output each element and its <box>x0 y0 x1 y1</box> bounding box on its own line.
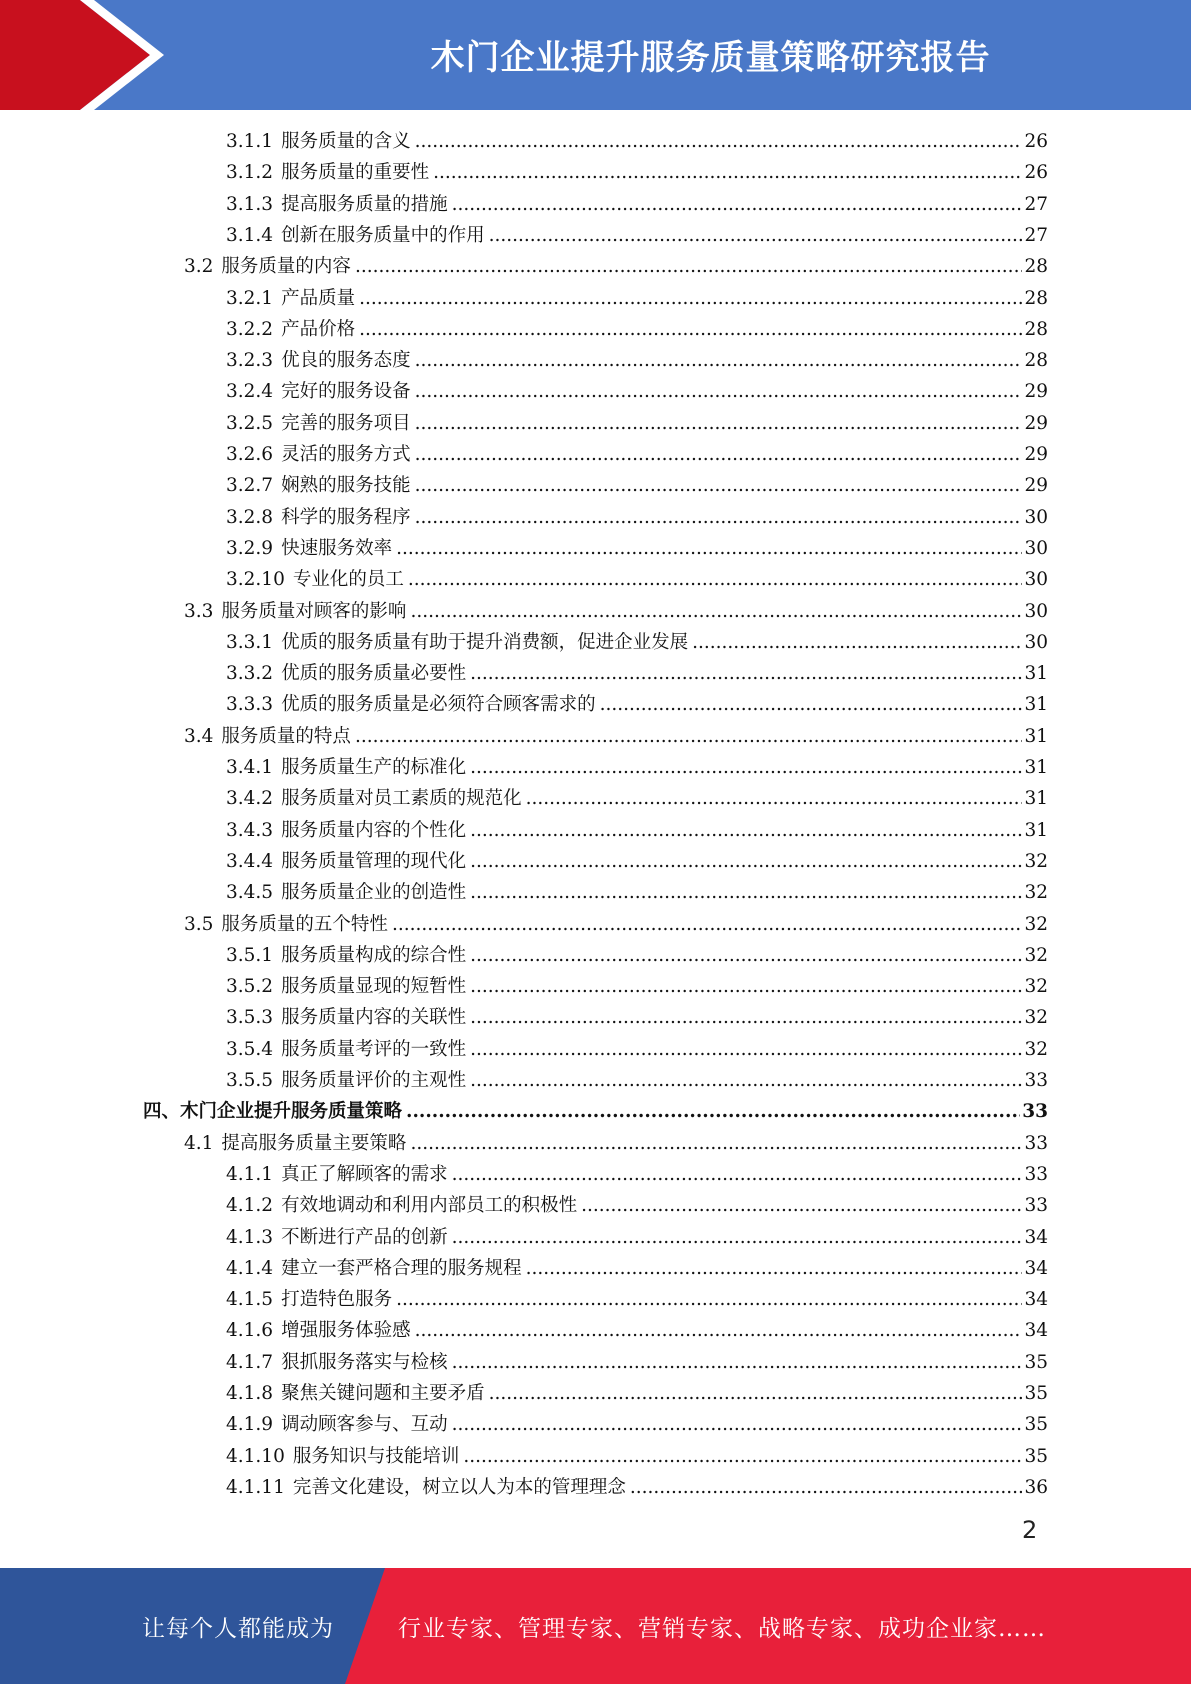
toc-entry-number: 3.5.3 <box>226 1007 274 1029</box>
toc-entry-title: 服务质量的特点 <box>221 725 351 747</box>
toc-entry-title: 不断进行产品的创新 <box>281 1226 448 1248</box>
toc-leader-dots <box>433 157 1022 188</box>
toc-entry-page: 31 <box>1024 694 1048 716</box>
toc-entry[interactable] <box>226 752 1048 783</box>
toc-entry[interactable] <box>226 846 1048 877</box>
toc-entry-page: 33 <box>1024 1070 1048 1091</box>
toc-leader-dots <box>406 1096 1020 1127</box>
toc-leader-dots <box>415 345 1023 376</box>
toc-entry-title: 狠抓服务落实与检核 <box>281 1351 448 1373</box>
toc-entry-title: 产品质量 <box>281 287 356 309</box>
toc-leader-dots <box>489 220 1023 251</box>
page-footer <box>0 1568 1191 1684</box>
toc-entry[interactable] <box>226 345 1048 376</box>
toc-entry-page: 30 <box>1024 631 1048 653</box>
toc-entry-page: 30 <box>1024 537 1048 559</box>
toc-entry-page: 35 <box>1024 1351 1048 1373</box>
toc-entry-page: 26 <box>1024 131 1048 152</box>
toc-entry-page: 32 <box>1024 882 1048 904</box>
toc-entry-number: 3.3.2 <box>226 663 274 685</box>
toc-entry-page: 31 <box>1024 819 1048 841</box>
toc-entry-page: 34 <box>1024 1320 1048 1342</box>
toc-leader-dots <box>392 909 1023 940</box>
toc-leader-dots <box>452 1409 1023 1440</box>
toc-entry-number: 3.4 <box>184 725 214 747</box>
toc-entry-page: 32 <box>1024 976 1048 998</box>
toc-entry-number: 4.1.2 <box>226 1195 274 1217</box>
toc-entry-page: 34 <box>1024 1257 1048 1279</box>
toc-entry[interactable] <box>226 658 1048 689</box>
toc-entry-number: 4.1.5 <box>226 1289 274 1311</box>
toc-entry[interactable] <box>226 502 1048 533</box>
toc-entry-page: 32 <box>1024 944 1048 966</box>
toc-entry-number: 4.1.11 <box>226 1476 285 1498</box>
toc-entry-page: 34 <box>1024 1289 1048 1311</box>
toc-entry-number: 3.2.2 <box>226 318 274 340</box>
toc-leader-dots <box>470 815 1022 846</box>
toc-leader-dots <box>581 1190 1022 1221</box>
toc-entry-page: 32 <box>1024 1007 1048 1029</box>
toc-entry-number: 4.1.8 <box>226 1383 274 1404</box>
toc-leader-dots <box>470 877 1022 908</box>
toc-entry[interactable] <box>226 1065 1048 1096</box>
toc-entry-title: 服务质量的内容 <box>221 256 351 278</box>
toc-entry-page: 27 <box>1024 224 1048 246</box>
toc-entry[interactable] <box>226 1472 1048 1503</box>
toc-entry-title: 快速服务效率 <box>281 537 393 559</box>
toc-entry-title: 完善的服务项目 <box>281 412 411 434</box>
toc-entry-number: 3.4.1 <box>226 757 274 778</box>
footer-slogan-right: 行业专家、管理专家、营销专家、战略专家、成功企业家…… <box>398 1615 1046 1642</box>
toc-leader-dots <box>452 1159 1023 1190</box>
toc-entry-number: 3.5.5 <box>226 1070 274 1091</box>
toc-entry-number: 3.2.10 <box>226 569 285 591</box>
toc-entry-number: 4.1.9 <box>226 1414 274 1436</box>
toc-entry-number: 4.1.1 <box>226 1163 274 1185</box>
toc-entry-number: 3.4.2 <box>226 788 274 810</box>
toc-leader-dots <box>355 251 1023 282</box>
toc-entry-page: 33 <box>1022 1101 1048 1123</box>
toc-leader-dots <box>470 846 1022 877</box>
toc-entry[interactable] <box>184 596 1048 627</box>
toc-entry-page: 28 <box>1024 350 1048 372</box>
toc-entry-title: 服务质量考评的一致性 <box>281 1038 467 1060</box>
toc-leader-dots <box>470 658 1022 689</box>
toc-entry[interactable] <box>226 1441 1048 1472</box>
toc-entry-number: 3.1.1 <box>226 131 274 152</box>
toc-leader-dots <box>396 1284 1022 1315</box>
toc-entry-number: 3.4.4 <box>226 850 274 872</box>
page-number: 2 <box>1022 1516 1038 1544</box>
toc-entry-number: 3.3 <box>184 600 214 622</box>
toc-entry[interactable] <box>184 1128 1048 1159</box>
toc-entry-number: 3.2.8 <box>226 506 274 528</box>
toc-entry-page: 33 <box>1024 1195 1048 1217</box>
toc-leader-dots <box>470 752 1022 783</box>
toc-entry-title: 完善文化建设，树立以人为本的管理理念 <box>292 1476 626 1498</box>
toc-entry-title: 服务质量的含义 <box>281 131 411 152</box>
toc-entry[interactable] <box>226 283 1048 314</box>
toc-leader-dots <box>415 1315 1023 1346</box>
toc-entry-title: 服务质量评价的主观性 <box>281 1070 467 1091</box>
toc-entry[interactable] <box>226 1378 1048 1409</box>
toc-entry[interactable] <box>184 251 1048 282</box>
toc-entry-title: 增强服务体验感 <box>281 1320 411 1342</box>
toc-entry[interactable] <box>226 1409 1048 1440</box>
toc-leader-dots <box>415 470 1023 501</box>
red-chevron-shape <box>0 0 150 110</box>
toc-entry[interactable] <box>226 408 1048 439</box>
toc-entry-page: 29 <box>1024 381 1048 403</box>
toc-entry-title: 产品价格 <box>281 318 356 340</box>
toc-leader-dots <box>526 783 1023 814</box>
toc-entry-title: 提高服务质量主要策略 <box>221 1132 407 1154</box>
toc-leader-dots <box>463 1441 1022 1472</box>
toc-leader-dots <box>470 971 1022 1002</box>
toc-entry-page: 31 <box>1024 663 1048 685</box>
toc-entry-page: 29 <box>1024 412 1048 434</box>
toc-entry-number: 3.1.2 <box>226 162 274 184</box>
toc-entry[interactable] <box>143 1096 1048 1127</box>
toc-entry-title: 专业化的员工 <box>292 569 404 591</box>
toc-entry-title: 灵活的服务方式 <box>281 444 411 465</box>
toc-entry-number: 3.2.6 <box>226 444 274 465</box>
toc-entry[interactable] <box>184 909 1048 940</box>
toc-entry-number: 3.2.3 <box>226 350 274 372</box>
toc-entry-page: 32 <box>1024 1038 1048 1060</box>
toc-entry-title: 优良的服务态度 <box>281 350 411 372</box>
toc-entry-title: 服务质量内容的关联性 <box>281 1007 467 1029</box>
toc-entry-number: 4.1.7 <box>226 1351 274 1373</box>
toc-entry[interactable] <box>226 783 1048 814</box>
toc-leader-dots <box>359 283 1022 314</box>
toc-entry[interactable] <box>226 220 1048 251</box>
toc-entry-page: 31 <box>1024 725 1048 747</box>
toc-leader-dots <box>396 533 1022 564</box>
header-chevron-graphic <box>0 0 240 110</box>
toc-entry-title: 服务质量企业的创造性 <box>281 882 467 904</box>
toc-entry-number: 4.1 <box>184 1132 214 1154</box>
toc-entry-title: 有效地调动和利用内部员工的积极性 <box>281 1195 578 1217</box>
document-title: 木门企业提升服务质量策略研究报告 <box>430 37 991 78</box>
toc-entry[interactable] <box>226 1159 1048 1190</box>
toc-entry[interactable] <box>226 815 1048 846</box>
toc-leader-dots <box>470 1002 1022 1033</box>
toc-entry-title: 服务质量内容的个性化 <box>281 819 467 841</box>
toc-entry[interactable] <box>226 439 1048 470</box>
toc-leader-dots <box>415 502 1023 533</box>
toc-entry-title: 完好的服务设备 <box>281 381 411 403</box>
toc-entry-title: 创新在服务质量中的作用 <box>281 224 485 246</box>
toc-entry-page: 35 <box>1024 1383 1048 1404</box>
toc-leader-dots <box>452 1222 1023 1253</box>
toc-leader-dots <box>526 1253 1023 1284</box>
toc-leader-dots <box>470 940 1022 971</box>
toc-entry-number: 3.2.9 <box>226 537 274 559</box>
toc-entry-page: 33 <box>1024 1132 1048 1154</box>
toc-leader-dots <box>410 596 1022 627</box>
toc-leader-dots <box>359 314 1022 345</box>
toc-leader-dots <box>415 126 1023 157</box>
toc-entry[interactable] <box>226 1315 1048 1346</box>
toc-entry[interactable] <box>226 1284 1048 1315</box>
footer-slogan-left: 让每个人都能成为 <box>142 1615 334 1642</box>
toc-leader-dots <box>355 721 1023 752</box>
toc-entry-number: 3.5.2 <box>226 976 274 998</box>
toc-entry-number: 3.5 <box>184 913 214 935</box>
toc-entry-page: 29 <box>1024 475 1048 497</box>
toc-entry-page: 35 <box>1024 1445 1048 1467</box>
toc-leader-dots <box>415 408 1023 439</box>
toc-entry-title: 科学的服务程序 <box>281 506 411 528</box>
toc-entry[interactable] <box>226 564 1048 595</box>
toc-entry-title: 优质的服务质量是必须符合顾客需求的 <box>281 694 596 716</box>
toc-entry[interactable] <box>226 689 1048 720</box>
toc-entry-title: 服务质量对顾客的影响 <box>221 600 407 622</box>
toc-entry-page: 32 <box>1024 913 1048 935</box>
toc-entry-title: 服务质量对员工素质的规范化 <box>281 788 522 810</box>
toc-entry[interactable] <box>226 126 1048 157</box>
toc-entry-page: 27 <box>1024 193 1048 215</box>
toc-entry[interactable] <box>226 157 1048 188</box>
toc-entry-number: 3.1.4 <box>226 224 274 246</box>
toc-entry-page: 32 <box>1024 850 1048 872</box>
toc-entry[interactable] <box>226 189 1048 220</box>
toc-entry-title: 真正了解顾客的需求 <box>281 1163 448 1185</box>
toc-entry-title: 优质的服务质量有助于提升消费额，促进企业发展 <box>281 631 689 653</box>
toc-entry[interactable] <box>226 877 1048 908</box>
toc-entry[interactable] <box>226 314 1048 345</box>
toc-entry-number: 3.2.5 <box>226 412 274 434</box>
toc-entry-title: 服务质量的五个特性 <box>221 913 388 935</box>
toc-entry-page: 33 <box>1024 1163 1048 1185</box>
toc-entry[interactable] <box>226 470 1048 501</box>
toc-entry-number: 3.2.1 <box>226 287 274 309</box>
toc-leader-dots <box>470 1065 1022 1096</box>
toc-entry-number: 3.3.3 <box>226 694 274 716</box>
toc-entry[interactable] <box>226 940 1048 971</box>
toc-entry-page: 34 <box>1024 1226 1048 1248</box>
toc-entry[interactable] <box>226 1002 1048 1033</box>
toc-leader-dots <box>410 1128 1022 1159</box>
toc-entry[interactable] <box>226 971 1048 1002</box>
toc-entry-number: 3.2.4 <box>226 381 274 403</box>
toc-entry-page: 28 <box>1024 318 1048 340</box>
toc-entry-number: 3.1.3 <box>226 193 274 215</box>
toc-entry-number: 3.3.1 <box>226 631 274 653</box>
toc-entry[interactable] <box>184 721 1048 752</box>
toc-entry-page: 28 <box>1024 256 1048 278</box>
toc-entry-title: 服务质量生产的标准化 <box>281 757 467 778</box>
toc-entry-page: 26 <box>1024 162 1048 184</box>
toc-entry-title: 娴熟的服务技能 <box>281 475 411 497</box>
toc-entry-number: 3.4.3 <box>226 819 274 841</box>
toc-entry-title: 服务质量管理的现代化 <box>281 850 467 872</box>
toc-entry-title: 优质的服务质量必要性 <box>281 663 467 685</box>
toc-entry-number: 3.5.1 <box>226 944 274 966</box>
toc-entry[interactable] <box>226 1253 1048 1284</box>
toc-entry-page: 36 <box>1024 1476 1048 1498</box>
toc-entry[interactable] <box>226 1190 1048 1221</box>
toc-entry-page: 30 <box>1024 600 1048 622</box>
toc-entry[interactable] <box>226 1222 1048 1253</box>
toc-leader-dots <box>470 1034 1022 1065</box>
toc-entry-page: 35 <box>1024 1414 1048 1436</box>
toc-entry-number: 3.4.5 <box>226 882 274 904</box>
toc-leader-dots <box>415 376 1023 407</box>
toc-leader-dots <box>452 189 1023 220</box>
toc-entry-title: 服务知识与技能培训 <box>292 1445 460 1467</box>
toc-leader-dots <box>408 564 1023 595</box>
toc-entry[interactable] <box>226 1034 1048 1065</box>
toc-entry-page: 30 <box>1024 506 1048 528</box>
toc-leader-dots <box>692 627 1022 658</box>
toc-entry-title: 四、木门企业提升服务质量策略 <box>143 1101 403 1123</box>
toc-entry-title: 提高服务质量的措施 <box>281 193 448 215</box>
toc-entry-number: 4.1.6 <box>226 1320 274 1342</box>
toc-entry-title: 服务质量显现的短暂性 <box>281 976 467 998</box>
toc-entry-page: 28 <box>1024 287 1048 309</box>
toc-leader-dots <box>630 1472 1023 1503</box>
toc-entry-title: 调动顾客参与、互动 <box>281 1414 448 1436</box>
toc-entry-title: 打造特色服务 <box>281 1289 393 1311</box>
toc-leader-dots <box>489 1378 1023 1409</box>
page-header <box>0 0 1191 110</box>
toc-entry-page: 31 <box>1024 757 1048 778</box>
toc-entry-number: 4.1.3 <box>226 1226 274 1248</box>
toc-entry[interactable] <box>226 1347 1048 1378</box>
toc-entry-number: 3.2.7 <box>226 475 274 497</box>
toc-leader-dots <box>452 1347 1023 1378</box>
toc-entry[interactable] <box>226 376 1048 407</box>
toc-entry-page: 30 <box>1024 569 1048 591</box>
toc-entry-page: 31 <box>1024 788 1048 810</box>
toc-leader-dots <box>600 689 1023 720</box>
toc-entry-number: 3.5.4 <box>226 1038 274 1060</box>
toc-entry-title: 服务质量构成的综合性 <box>281 944 467 966</box>
toc-entry-title: 聚焦关键问题和主要矛盾 <box>281 1383 485 1404</box>
toc-entry-title: 建立一套严格合理的服务规程 <box>281 1257 522 1279</box>
toc-entry-number: 4.1.10 <box>226 1445 285 1467</box>
toc-entry-number: 4.1.4 <box>226 1257 274 1279</box>
toc-entry-page: 29 <box>1024 444 1048 465</box>
toc-entry-title: 服务质量的重要性 <box>281 162 430 184</box>
toc-entry[interactable] <box>226 533 1048 564</box>
toc-entry-number: 3.2 <box>184 256 214 278</box>
toc-entry[interactable] <box>226 627 1048 658</box>
toc-leader-dots <box>415 439 1023 470</box>
